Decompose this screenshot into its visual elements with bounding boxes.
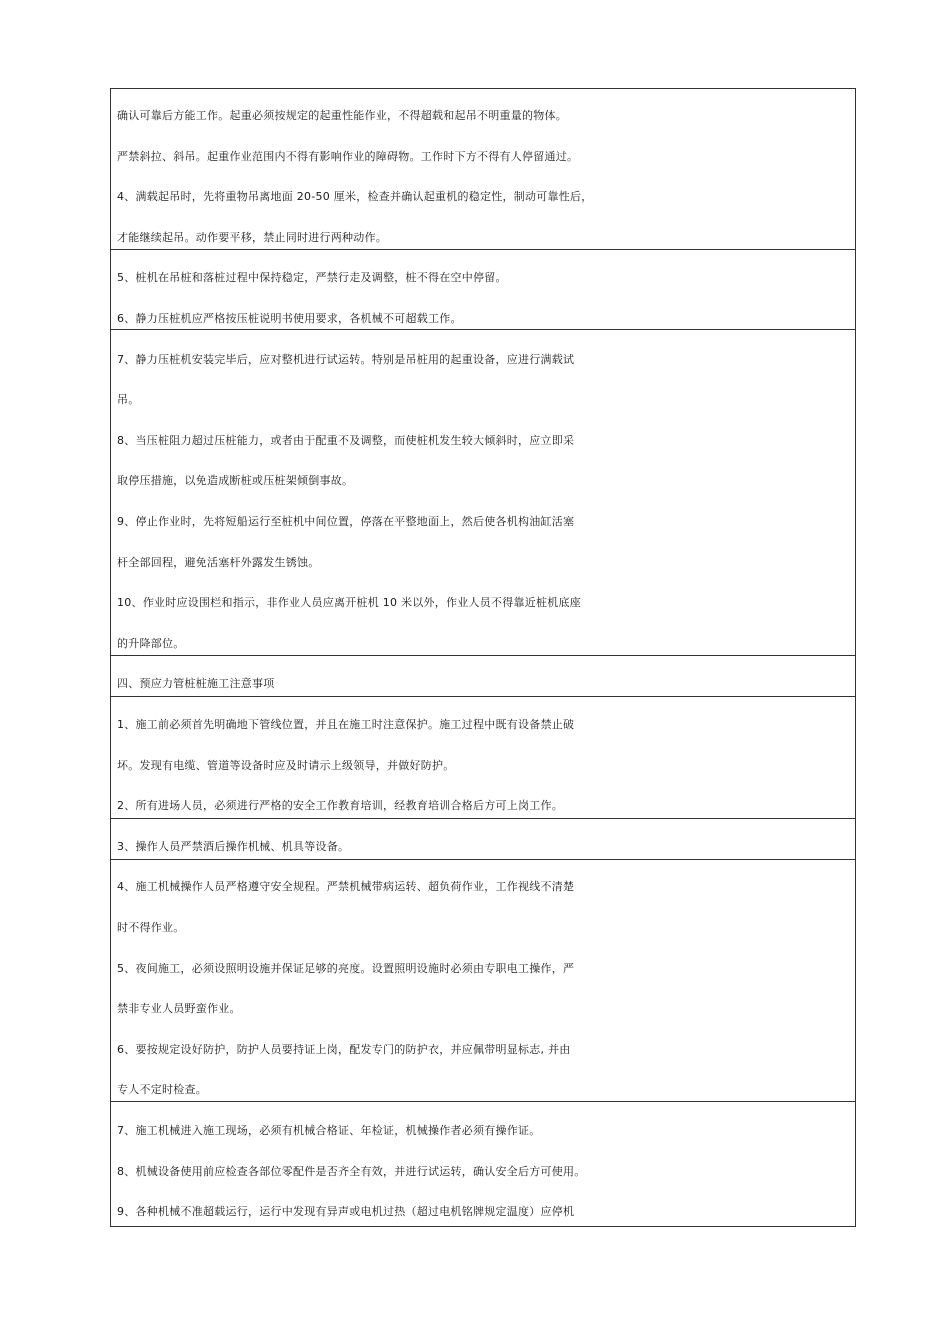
text-line: 确认可靠后方能工作。起重必须按规定的起重性能作业，不得超载和起吊不明重量的物体。 xyxy=(117,109,567,122)
text-line: 专人不定时检查。 xyxy=(117,1083,207,1096)
text-line: 坏。发现有电缆、管道等设备时应及时请示上级领导，并做好防护。 xyxy=(117,759,455,772)
text-line: 取停压措施，以免造成断桩或压桩架倾倒事故。 xyxy=(117,474,354,487)
text-line: 6、要按规定设好防护，防护人员要持证上岗，配发专门的防护衣，并应佩带明显标志, 并由 xyxy=(117,1043,571,1056)
text-line: 6、静力压桩机应严格按压桩说明书使用要求，各机械不可超载工作。 xyxy=(117,312,462,325)
text-line: 1、施工前必须首先明确地下管线位置，并且在施工时注意保护。施工过程中既有设备禁止破 xyxy=(117,718,575,731)
text-line: 严禁斜拉、斜吊。起重作业范围内不得有影响作业的障碍物。工作时下方不得有人停留通过。 xyxy=(117,150,579,163)
text-line: 4、满载起吊时，先将重物吊离地面 20-50 厘米，检查并确认起重机的稳定性，制动可靠性后， xyxy=(117,190,593,203)
text-line: 时不得作业。 xyxy=(117,921,185,934)
section-heading: 四、预应力管桩桩施工注意事项 xyxy=(117,677,275,690)
text-line: 吊。 xyxy=(117,393,140,406)
text-line: 2、所有进场人员，必须进行严格的安全工作教育培训，经教育培训合格后方可上岗工作。 xyxy=(117,799,563,812)
text-line: 9、停止作业时，先将短船运行至桩机中间位置，停落在平整地面上，然后使各机构油缸活塞 xyxy=(117,515,575,528)
text-line: 杆全部回程，避免活塞杆外露发生锈蚀。 xyxy=(117,556,320,569)
text-line: 3、操作人员严禁酒后操作机械、机具等设备。 xyxy=(117,840,350,853)
text-line: 禁非专业人员野蛮作业。 xyxy=(117,1002,241,1015)
text-line: 7、静力压桩机安装完毕后，应对整机进行试运转。特别是吊桩用的起重设备，应进行满载试 xyxy=(117,353,575,366)
text-line: 4、施工机械操作人员严格遵守安全规程。严禁机械带病运转、超负荷作业，工作视线不清楚 xyxy=(117,880,575,893)
text-line: 8、机械设备使用前应检查各部位零配件是否齐全有效，并进行试运转，确认安全后方可使用。 xyxy=(117,1165,586,1178)
text-line: 才能继续起吊。动作要平移，禁止同时进行两种动作。 xyxy=(117,231,387,244)
text-line: 7、施工机械进入施工现场，必须有机械合格证、年检证，机械操作者必须有操作证。 xyxy=(117,1124,541,1137)
text-line: 9、各种机械不准超载运行，运行中发现有异声或电机过热（超过电机铭牌规定温度）应停机 xyxy=(117,1205,575,1218)
text-line: 5、桩机在吊桩和落桩过程中保持稳定，严禁行走及调整，桩不得在空中停留。 xyxy=(117,271,507,284)
text-line: 10、作业时应设围栏和指示，非作业人员应离开桩机 10 米以外，作业人员不得靠近桩机底座 xyxy=(117,596,581,609)
text-line: 的升降部位。 xyxy=(117,637,185,650)
text-line: 5、夜间施工，必须设照明设施并保证足够的亮度。设置照明设施时必须由专职电工操作，严 xyxy=(117,962,575,975)
text-line: 8、当压桩阻力超过压桩能力，或者由于配重不及调整，而使桩机发生较大倾斜时，应立即采 xyxy=(117,434,575,447)
